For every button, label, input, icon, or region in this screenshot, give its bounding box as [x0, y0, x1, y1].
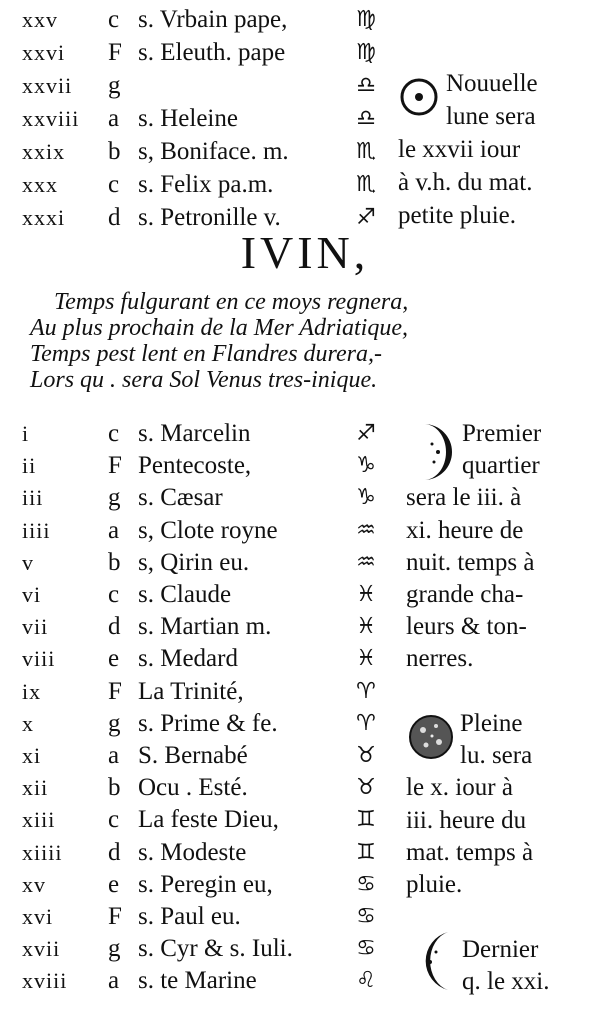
day-number: v	[22, 549, 34, 575]
saint-name: s. Vrbain pape,	[138, 6, 288, 33]
saint-name: s. Modeste	[138, 838, 247, 866]
zodiac-sign-icon: ♑	[356, 453, 376, 479]
zodiac-sign-icon: ♋	[356, 904, 376, 929]
day-number: xxx	[22, 172, 58, 197]
saint-name: s. Prime & fe.	[138, 709, 278, 737]
dominical-letter: F	[108, 903, 122, 930]
day-number: xxvi	[22, 40, 66, 65]
day-number: xvii	[22, 936, 61, 962]
saint-name: s. Marcelin	[138, 420, 251, 447]
first-quarter-note-line: Premier	[462, 420, 542, 447]
zodiac-sign-icon: ♋	[356, 871, 376, 897]
zodiac-sign-icon: ♓	[356, 614, 376, 640]
day-number: xv	[22, 871, 46, 897]
saint-name: s. Claude	[138, 581, 232, 608]
verse-line: Temps fulgurant en ce moys regnera,	[54, 289, 409, 315]
dominical-letter: g	[108, 709, 121, 737]
zodiac-sign-icon: ♎	[356, 106, 376, 131]
day-number: xii	[22, 775, 49, 801]
full-moon-note-line: le x. iour à	[406, 774, 513, 802]
dominical-letter: F	[108, 677, 122, 705]
day-number: viii	[22, 646, 56, 672]
saint-name: s, Clote royne	[138, 516, 278, 544]
calendar-row	[0, 169, 400, 201]
dominical-letter: g	[108, 72, 121, 99]
zodiac-sign-icon: ♍	[356, 7, 376, 32]
calendar-row	[0, 515, 400, 547]
day-number: xvi	[22, 904, 54, 929]
day-number: i	[22, 421, 30, 446]
zodiac-sign-icon: ♑	[356, 485, 376, 511]
calendar-row	[0, 579, 400, 611]
dominical-letter: b	[108, 774, 121, 802]
day-number: xviii	[22, 968, 68, 994]
saint-name: s, Qirin eu.	[138, 548, 250, 576]
first-quarter-note-line: quartier	[462, 452, 540, 480]
zodiac-sign-icon: ♉	[356, 775, 376, 801]
day-number: iii	[22, 485, 44, 511]
first-quarter-note-line: leurs & ton-	[406, 613, 527, 641]
dominical-letter: c	[108, 6, 120, 33]
saint-name: s, Boniface. m.	[138, 138, 289, 165]
day-number: xxvii	[22, 73, 73, 98]
last-quarter-moon-icon	[406, 928, 456, 994]
day-number: x	[22, 710, 34, 736]
saint-name: s. Cyr & s. Iuli.	[138, 935, 293, 963]
calendar-row	[0, 103, 400, 135]
zodiac-sign-icon: ♈	[356, 678, 376, 704]
full-moon-note-line: Pleine	[460, 710, 523, 737]
saint-name: Pentecoste,	[138, 452, 252, 480]
calendar-row	[0, 804, 400, 836]
dominical-letter: b	[108, 548, 121, 576]
saint-name: S. Bernabé	[138, 742, 248, 769]
dominical-letter: a	[108, 967, 120, 995]
first-quarter-note-line: nerres.	[406, 645, 474, 673]
dominical-letter: F	[108, 39, 122, 66]
dominical-letter: c	[108, 806, 120, 834]
dominical-letter: g	[108, 484, 121, 512]
zodiac-sign-icon: ♓	[356, 582, 376, 607]
first-quarter-note-line: sera le iii. à	[406, 484, 522, 512]
saint-name: s. Heleine	[138, 105, 238, 132]
day-number: xiiii	[22, 839, 63, 865]
zodiac-sign-icon: ♏	[356, 139, 376, 164]
calendar-row	[0, 37, 400, 69]
dominical-letter: a	[108, 742, 120, 769]
calendar-row	[0, 676, 400, 708]
zodiac-sign-icon: ♏	[356, 172, 376, 197]
saint-name: s. Martian m.	[138, 613, 272, 641]
zodiac-sign-icon: ♈	[356, 710, 376, 736]
day-number: vi	[22, 582, 42, 607]
saint-name: s. Cæsar	[138, 484, 223, 512]
verse-line: Lors qu . sera Sol Venus tres-inique.	[30, 367, 378, 393]
first-quarter-note-line: nuit. temps à	[406, 548, 535, 576]
saint-name: La Trinité,	[138, 677, 244, 705]
verse-line: Au plus prochain de la Mer Adriatique,	[30, 315, 408, 341]
zodiac-sign-icon: ♐	[356, 205, 376, 230]
calendar-row	[0, 869, 400, 901]
calendar-row	[0, 933, 400, 965]
first-quarter-note-line: xi. heure de	[406, 516, 524, 544]
moon-note-line: à v.h. du mat.	[398, 169, 533, 196]
first-quarter-moon-icon	[414, 420, 462, 484]
full-moon-note-line: iii. heure du	[406, 806, 527, 834]
calendar-row	[0, 740, 400, 772]
saint-name: s. te Marine	[138, 967, 257, 995]
zodiac-sign-icon: ♒	[356, 517, 376, 543]
month-title: IVIN,	[240, 227, 370, 278]
dominical-letter: c	[108, 171, 120, 198]
calendar-row	[0, 136, 400, 168]
dominical-letter: d	[108, 204, 121, 231]
day-number: xxviii	[22, 106, 80, 131]
dominical-letter: e	[108, 870, 120, 898]
full-moon-note-line: pluie.	[406, 871, 463, 898]
day-number: xi	[22, 743, 42, 768]
day-number: xxv	[22, 7, 58, 32]
day-number: iiii	[22, 517, 51, 543]
day-number: xxix	[22, 139, 66, 164]
calendar-row	[0, 70, 400, 102]
calendar-row	[0, 643, 400, 675]
moon-note-line: le xxvii iour	[398, 136, 521, 163]
full-moon-note-line: lu. sera	[460, 742, 533, 770]
zodiac-sign-icon: ♌	[356, 968, 376, 994]
day-number: vii	[22, 614, 49, 640]
calendar-row	[0, 450, 400, 482]
dominical-letter: c	[108, 420, 120, 447]
moon-note-line: lune sera	[446, 103, 536, 130]
full-moon-note-line: mat. temps à	[406, 838, 534, 866]
dominical-letter: g	[108, 935, 121, 963]
calendar-row	[0, 547, 400, 579]
dominical-letter: F	[108, 452, 122, 480]
calendar-row	[0, 418, 400, 450]
calendar-row	[0, 4, 400, 36]
last-quarter-note-line: q. le xxi.	[462, 968, 550, 996]
saint-name: s. Eleuth. pape	[138, 39, 286, 66]
saint-name: s. Petronille v.	[138, 204, 281, 231]
moon-note-line: Nouuelle	[446, 70, 538, 97]
dominical-letter: a	[108, 105, 120, 132]
calendar-row	[0, 482, 400, 514]
zodiac-sign-icon: ♍	[356, 40, 376, 65]
saint-name: Ocu . Esté.	[138, 774, 248, 802]
zodiac-sign-icon: ♊	[356, 807, 376, 833]
zodiac-sign-icon: ♉	[356, 743, 376, 768]
zodiac-sign-icon: ♊	[356, 839, 376, 865]
zodiac-sign-icon: ♎	[356, 73, 376, 98]
saint-name: s. Paul eu.	[138, 903, 241, 930]
zodiac-sign-icon: ♐	[356, 421, 376, 446]
zodiac-sign-icon: ♋	[356, 936, 376, 962]
saint-name: s. Medard	[138, 645, 238, 673]
first-quarter-note-line: grande cha-	[406, 581, 524, 608]
dominical-letter: a	[108, 516, 120, 544]
dominical-letter: c	[108, 581, 120, 608]
dominical-letter: b	[108, 138, 121, 165]
calendar-row	[0, 901, 400, 933]
verse-line: Temps pest lent en Flandres durera,-	[30, 341, 382, 367]
day-number: xiii	[22, 807, 56, 833]
dominical-letter: d	[108, 838, 121, 866]
day-number: ii	[22, 453, 37, 479]
zodiac-sign-icon: ♒	[356, 549, 376, 575]
saint-name: s. Peregin eu,	[138, 870, 273, 898]
last-quarter-note-line: Dernier	[462, 936, 539, 963]
day-number: ix	[22, 678, 42, 704]
day-number: xxxi	[22, 205, 66, 230]
dominical-letter: e	[108, 645, 120, 673]
calendar-row	[0, 965, 400, 997]
calendar-row	[0, 708, 400, 740]
calendar-row	[0, 837, 400, 869]
moon-note-line: petite pluie.	[398, 202, 517, 229]
saint-name: s. Felix pa.m.	[138, 171, 274, 198]
zodiac-sign-icon: ♓	[356, 646, 376, 672]
full-moon-icon	[406, 712, 456, 762]
calendar-row	[0, 772, 400, 804]
saint-name: La feste Dieu,	[138, 806, 279, 834]
calendar-row	[0, 611, 400, 643]
dominical-letter: d	[108, 613, 121, 641]
new-moon-icon	[398, 76, 440, 118]
